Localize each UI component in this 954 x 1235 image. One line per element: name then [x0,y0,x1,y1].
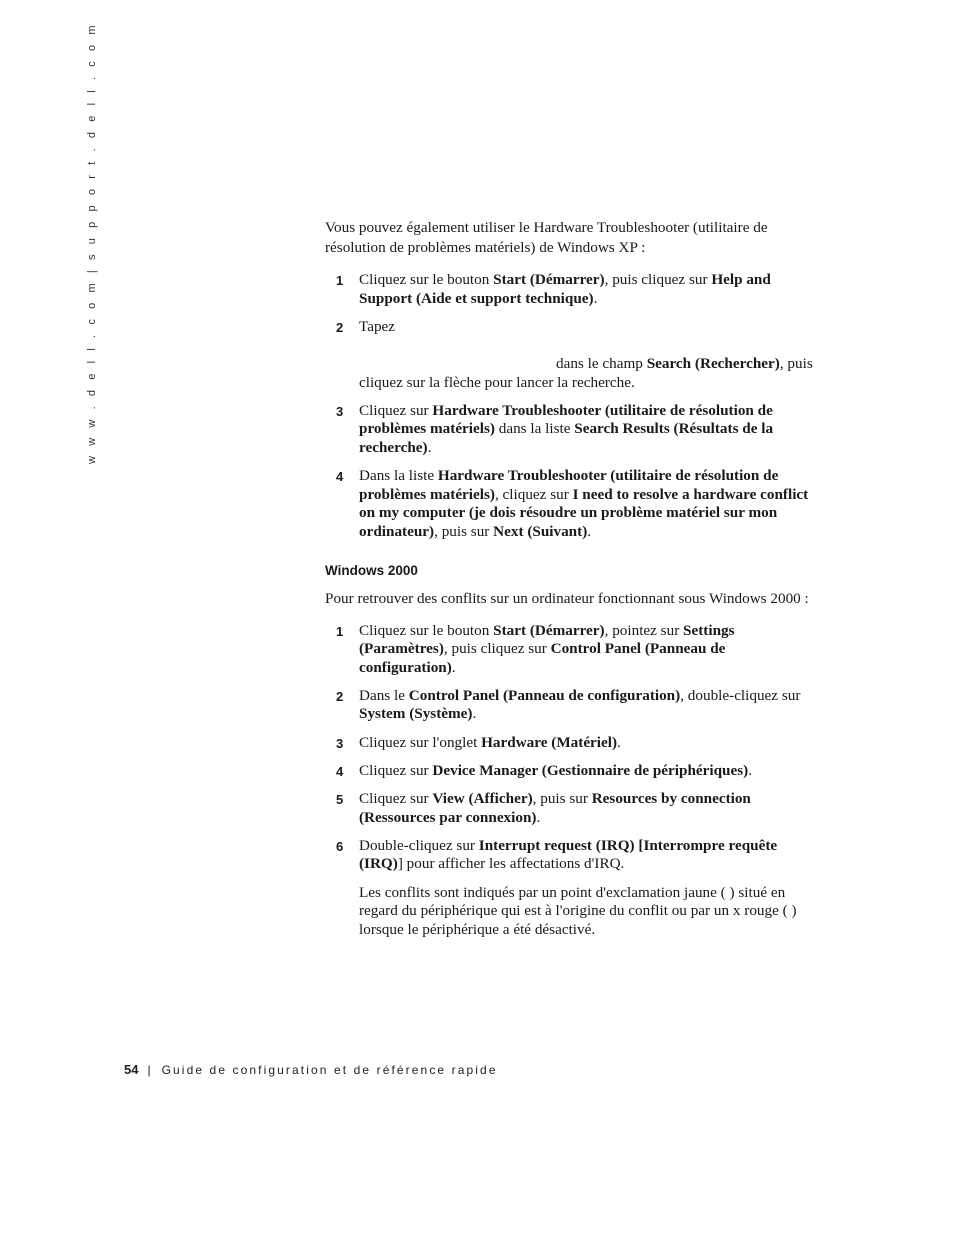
step-text: Cliquez sur [359,790,433,808]
list-item [325,734,820,753]
list-item [325,687,820,724]
step-text: , puis cliquez sur [443,640,551,658]
step-ui-term: Start (Démarrer) [493,621,605,639]
step-number: 5 [336,792,344,808]
step-number: 1 [336,273,344,288]
step-text: , puis cliquez sur la flèche pour lancer la recherche. [359,354,813,391]
step-ui-term: I need to resolve a hardware conflict on my computer (je dois résoudre un problème matériel sur mon ordinateur) [359,485,809,540]
list-item [325,762,820,781]
list-item [325,622,820,678]
step-ui-term: Device Manager (Gestionnaire de périphériques) [432,761,749,779]
sidebar-url: w w w . d e l l . c o m | s u p p o r t . d e l l . c o m [86,21,98,464]
page-footer [124,1062,498,1077]
step-text: , cliquez sur [494,485,573,503]
step-text: . [427,438,432,456]
step-text: , puis sur [434,522,494,540]
list-item [325,271,820,308]
step-ui-term: Search Results (Résultats de la recherche) [359,420,774,456]
step-text: . [748,761,753,779]
step-ui-term: View (Afficher) [432,790,533,808]
step-ui-term: System (Système) [359,705,473,723]
step-ui-term: Settings (Paramètres) [359,621,735,658]
page-number: 54 [124,1062,139,1077]
step-ui-term: Next (Suivant) [493,522,588,540]
step-text: Double-cliquez sur [359,836,479,854]
w2k-intro-paragraph: Pour retrouver des conflits sur un ordinateur fonctionnant sous Windows 2000 : [325,589,809,607]
xp-steps-list [325,271,820,542]
step-text: , double-cliquez sur [680,686,801,704]
step-number: 6 [336,838,344,854]
step-ui-term: Search (Rechercher) [646,354,780,372]
step-text: Dans le [359,686,409,704]
step-text: Cliquez sur l'onglet [359,733,482,751]
step-ui-term: Control Panel (Panneau de configuration) [359,640,726,676]
step-number: 4 [336,763,344,779]
step-number: 4 [336,469,344,485]
section-heading-windows-2000: Windows 2000 [325,562,418,578]
step-ui-term: Start (Démarrer) [493,271,605,288]
step-number: 3 [336,403,344,419]
step-number: 2 [336,319,344,335]
list-item [325,790,820,827]
list-item [325,402,820,458]
step-text: , puis cliquez sur [604,271,712,288]
list-item [325,318,820,392]
step-ui-term: Hardware Troubleshooter (utilitaire de résolution de problèmes matériels) [359,467,779,503]
step-text: Dans la liste [359,467,438,485]
step-ui-term: Interrupt request (IRQ) [478,836,635,854]
conflict-note: Les conflits sont indiqués par un point d'exclamation jaune ( ) situé en regard du périphérique qui est à l'origine du conflit ou par un x rouge ( ) lorsque le périphérique a été désactivé. [359,883,797,938]
step-ui-term: Help and Support (Aide et support technique) [359,271,771,307]
step-text: Cliquez sur [359,761,433,779]
step-text: Cliquez sur [359,401,433,419]
step-text: . [587,522,592,540]
list-item [325,467,820,541]
step-ui-term: Hardware (Matériel) [481,733,618,751]
step-ui-term: Hardware Troubleshooter (utilitaire de résolution de problèmes matériels) [359,401,773,438]
step-text: dans la liste [494,420,575,438]
step-text: , pointez sur [604,621,684,639]
footer-title: Guide de configuration et de référence rapide [161,1063,498,1077]
step-ui-term: Resources by connection (Ressources par connexion) [359,790,751,826]
step-text: Tapez [359,317,396,335]
step-text: Cliquez sur le bouton [359,621,494,639]
page-content [325,218,820,939]
step-text: , puis sur [532,790,592,808]
blank-gap [359,336,820,355]
step-text: dans le champ [556,354,647,372]
w2k-steps-list [325,622,820,875]
step-text: Cliquez sur le bouton [359,271,494,288]
step-text: . [617,733,621,751]
step-ui-term: [Interrompre requête (IRQ) [359,836,778,873]
step-ui-term: Control Panel (Panneau de configuration) [408,686,681,704]
list-item [325,837,820,874]
step-number: 3 [336,735,344,751]
step-text: . [451,658,456,676]
step-text: . [536,808,541,826]
footer-separator: | [147,1063,151,1077]
step-text: ] pour afficher les affectations d'IRQ. [397,855,625,873]
step-number: 2 [336,688,344,704]
step-text: . [593,289,598,307]
step-number: 1 [336,623,344,639]
step-text: . [472,705,477,723]
intro-paragraph: Vous pouvez également utiliser le Hardware Troubleshooter (utilitaire de résolution de problèmes matériels) de Windows XP : [325,219,768,256]
